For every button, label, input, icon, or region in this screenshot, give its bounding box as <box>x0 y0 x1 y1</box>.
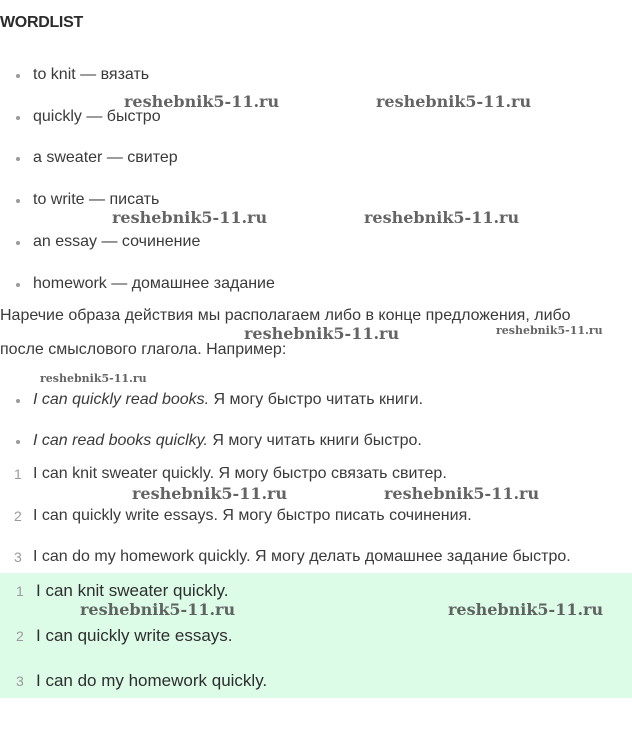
watermark: reshebnik5-11.ru <box>496 324 603 337</box>
exercise-number: 2 <box>14 508 22 524</box>
watermark: reshebnik5-11.ru <box>112 208 268 227</box>
example-text <box>33 389 423 411</box>
example-russian: Я могу быстро читать книги. <box>209 391 424 408</box>
wordlist-item-text: a sweater — свитер <box>33 149 178 166</box>
answer-number: 1 <box>16 583 24 599</box>
answer-number: 3 <box>16 673 24 689</box>
answer-text: I can do my homework quickly. <box>36 671 268 690</box>
bullet-dot <box>16 399 20 403</box>
exercise-number: 3 <box>14 549 22 565</box>
watermark: reshebnik5-11.ru <box>364 208 520 227</box>
wordlist-heading: WORDLIST <box>0 14 83 31</box>
bullet-dot <box>16 74 20 78</box>
exercise-text: I can do my homework quickly. Я могу делать домашнее задание быстро. <box>33 548 571 565</box>
watermark: reshebnik5-11.ru <box>124 92 280 111</box>
answer-text: I can knit sweater quickly. <box>36 581 229 600</box>
bullet-dot <box>16 157 20 161</box>
bullet-dot <box>16 199 20 203</box>
answer-text: I can quickly write essays. <box>36 626 233 645</box>
watermark: reshebnik5-11.ru <box>40 372 147 385</box>
example-english: I can read books quiclky. <box>33 432 208 449</box>
watermark: reshebnik5-11.ru <box>448 600 604 619</box>
explanation-line: после смыслового глагола. Например: <box>0 341 287 358</box>
bullet-dot <box>16 440 20 444</box>
exercise-text: I can quickly write essays. Я могу быстро писать сочинения. <box>33 507 472 524</box>
exercise-number: 1 <box>14 466 22 482</box>
answer-box <box>0 573 632 698</box>
watermark: reshebnik5-11.ru <box>80 600 236 619</box>
wordlist-item-text: homework — домашнее задание <box>33 275 275 292</box>
explanation-line: Наречие образа действия мы располагаем либо в конце предложения, либо <box>0 307 571 324</box>
wordlist-item-text: to knit — вязать <box>33 66 150 83</box>
watermark: reshebnik5-11.ru <box>244 324 400 343</box>
watermark: reshebnik5-11.ru <box>132 484 288 503</box>
exercise-text: I can knit sweater quickly. Я могу быстро связать свитер. <box>33 465 447 482</box>
bullet-dot <box>16 116 20 120</box>
example-english: I can quickly read books. <box>33 391 210 408</box>
bullet-dot <box>16 241 20 245</box>
wordlist-item-text: an essay — сочинение <box>33 233 201 250</box>
wordlist-item-text: quickly — быстро <box>33 108 161 125</box>
example-russian: Я могу читать книги быстро. <box>207 432 422 449</box>
watermark: reshebnik5-11.ru <box>376 92 532 111</box>
bullet-dot <box>16 283 20 287</box>
wordlist-item-text: to write — писать <box>33 191 160 208</box>
example-text <box>33 430 422 452</box>
answer-number: 2 <box>16 628 24 644</box>
watermark: reshebnik5-11.ru <box>384 484 540 503</box>
